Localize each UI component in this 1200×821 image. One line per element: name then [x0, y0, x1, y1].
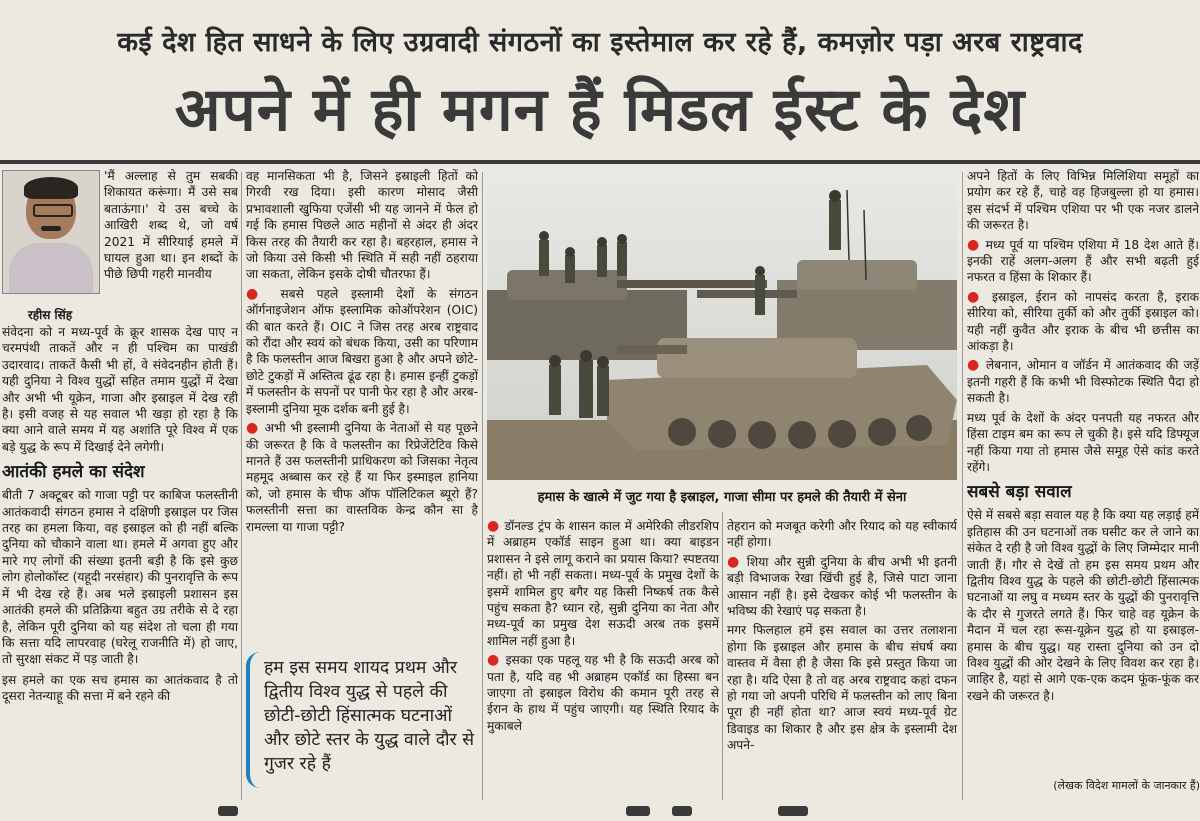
cut-off-next-headline	[0, 800, 1200, 821]
bullet-icon: ●	[487, 652, 506, 669]
col2	[246, 168, 478, 648]
col3	[487, 518, 719, 800]
author-photo	[2, 170, 100, 294]
column-divider	[482, 172, 483, 800]
col5	[967, 168, 1199, 776]
author-note: (लेखक विदेश मामलों के जानकार हैं)	[1053, 779, 1200, 792]
col1-para1: संवेदना को न मध्य-पूर्व के क्रूर शासक देख पाए न चरमपंथी ताकतें और न ही पश्चिम का पाखंडी उदारवाद। ताकतें कैसी भी हों, वे संवेदनहीन होती हैं। यही दुनिया ने विश्व युद्धों सहित तमाम युद्धों में देखा और अभी भी यूक्रेन, गाजा और इस्राइल में देख रही है। इसी वजह से यह सवाल भी खड़ा हो रहा है कि क्या आने वाले समय में यह अशांति पूरे विश्व में एक बड़े युद्ध के रूप में दिखाई देने लगेगी।	[2, 325, 238, 454]
pull-quote: हम इस समय शायद प्रथम और द्वितीय विश्व युद्ध से पहले की छोटी-छोटी हिंसात्मक घटनाओं और छोटे स्तर के युद्ध वाले दौर से गुजर रहे हैं	[246, 652, 478, 788]
col1-intro	[104, 168, 238, 320]
author-name: रहीस सिंह	[27, 308, 73, 322]
col5-bullet1: मध्य पूर्व या पश्चिम एशिया में 18 देश आते हैं। इनकी राहें अलग-अलग हैं और सभी बढ़ती हुई नफरत व हिंसा के शिकार हैं।	[967, 237, 1199, 285]
col4	[727, 518, 957, 800]
bullet-icon: ●	[246, 285, 281, 302]
col4-bullet1: शिया और सुन्नी दुनिया के बीच अभी भी इतनी बड़ी विभाजक रेखा खिंची हुई है, जिसे पाटा जाना आसान नहीं है। इसे देखकर कोई भी फलस्तीन के भविष्य की रेखाएं पढ़ सकता है।	[727, 554, 957, 619]
col5-subhead: सबसे बड़ा सवाल	[967, 482, 1072, 503]
column-divider	[722, 512, 723, 800]
col1-para3: इस हमले का एक सच हमास का आतंकवाद है तो दूसरा नेतन्याहू की सत्ता में बने रहने की	[2, 672, 238, 704]
col5-bullet2: इस्राइल, ईरान को नापसंद करता है, इराक सीरिया को, सीरिया तुर्की को और तुर्की इस्राइल को। यही नहीं कुवैत और इराक के बीच भी छत्तीस का आंकड़ा है।	[967, 289, 1199, 354]
photo-caption: हमास के खात्मे में जुट गया है इस्राइल, गाजा सीमा पर हमले की तैयारी में सेना	[537, 490, 907, 505]
bullet-icon: ●	[487, 518, 505, 534]
col4-para2: मगर फिलहाल हमें इस सवाल का उत्तर तलाशना होगा कि इस्राइल और हमास के बीच संघर्ष क्या वास्तव में वैसा ही है जैसा कि इसे प्रस्तुत किया जा रहा है। यदि ऐसा है तो वह अरब राष्ट्रवाद कहां दफन हो गया जो अपनी परिधि में फलस्तीन को लाए बिना पूरा ही नहीं होता था? आज स्वयं मध्य-पूर्व ग्रेट डिवाइड का शिकार है और इस क्षेत्र के इस्लामी देश अपने-	[727, 623, 957, 753]
col5-para3: ऐसे में सबसे बड़ा सवाल यह है कि क्या यह लड़ाई हमें इतिहास की उन घटनाओं तक घसीट कर ले जाने का संकेत दे रही है जो विश्व युद्धों के लिए जिम्मेदार मानी जाती हैं। गौर से देखें तो हम इस समय प्रथम और द्वितीय विश्व युद्ध के पहले की छोटी-छोटी हिंसात्मक घटनाओं या लघु व मध्यम स्तर के युद्धों की पुनरावृत्ति के दौर से गुजरते लगते हैं। फिर चाहे वह यूक्रेन के मैदान में चल रहा रूस-यूक्रेन युद्ध हो या इस्राइल-हमास के बीच युद्ध। यह रास्ता दुनिया को उन दो विश्व युद्धों की ओर देखने के लिए विवश कर रहा है। जाहिर है, यहां से आगे एक-एक कदम फूंक-फूंक कर रखने की जरूरत है।	[967, 508, 1199, 703]
col2-bullet2: अभी भी इस्लामी दुनिया के नेताओं से यह पूछने की जरूरत है कि वे फलस्तीन का रिप्रेजेंटेटिव किसे मानते हैं उस फलस्तीनी प्राधिकरण को जिसका नेतृत्व महमूद अब्बास कर रहे हैं या फिर इस्माइल हानिया को, जो हमास के चीफ ऑफ पॉलिटिकल ब्यूरो हैं? फलस्तीनी सत्ता का वास्तविक केन्द्र कौन सा है रामल्ला या गाजा पट्टी?	[246, 421, 478, 534]
tank-photo	[487, 170, 957, 480]
col3-bullet1: डॉनल्ड ट्रंप के शासन काल में अमेरिकी लीडरशिप में अब्राहम एकॉर्ड साइन हुआ था। क्या बाइडन प्रशासन ने इसे लागू कराने का प्रयास किया? स्पष्टतया नहीं। हो भी नहीं सकता। मध्य-पूर्व के प्रमुख देशों के इसमें शामिल हुए बगैर यह किसी निष्कर्ष तक कैसे पहुंच सकता है? ध्यान रहे, सुन्नी दुनिया का नेता और मध्य-पूर्व का प्रमुख देश सऊदी अरब तक इसमें शामिल नहीं हुआ है।	[487, 519, 719, 648]
bullet-icon: ●	[967, 236, 986, 253]
column-divider	[241, 172, 242, 800]
col2-para1: वह मानसिकता भी है, जिसने इस्राइली हितों को गिरवी रख दिया। इसी कारण मोसाद जैसी प्रभावशाली खुफिया एजेंसी भी यह जानने में फेल हो गई कि हमास पिछले आठ महीनों से अंदर ही अंदर किस तरह की तैयारी कर रहा है। बहरहाल, हमास ने जो किया उसे किसी भी स्थिति में सही नहीं ठहराया जा सकता, लेकिन इसके दोषी चौतरफा हैं।	[246, 169, 478, 282]
col5-bullet3: लेबनान, ओमान व जॉर्डन में आतंकवाद की जड़ें इतनी गहरी हैं कि कभी भी विस्फोटक स्थिति पैदा हो सकती है।	[967, 358, 1199, 406]
col5-para2: मध्य पूर्व के देशों के अंदर पनपती यह नफरत और हिंसा टाइम बम का रूप ले चुकी है। इसे यदि डिफ्यूज नहीं किया गया तो हमास जैसे समूह ऐसे कांड करते रहेंगे।	[967, 410, 1199, 474]
kicker: कई देश हित साधने के लिए उग्रवादी संगठनों का इस्तेमाल कर रहे हैं, कमज़ोर पड़ा अरब राष्ट्रवाद	[117, 27, 1083, 58]
col1-para2: बीती 7 अक्टूबर को गाजा पट्टी पर काबिज फलस्तीनी आतंकवादी संगठन हमास ने दक्षिणी इस्राइल पर जिस तरह का हमला किया, वह इस्राइल को ही नहीं बल्कि दुनिया को चौकाने वाला था। हमले में अगवा हुए और मारे गए लोगों की संख्या इतनी बड़ी है कि इसे कुछ लोग होलोकॉस्ट (यहूदी नरसंहार) की पुनरावृत्ति के रूप में भी देख रहे हैं। अब भले इस्राइली प्रशासन इस आतंकी हमले की प्रतिक्रिया बहुत उग्र तरीके से दे रहा है, लेकिन पूरी दुनिया को यह संदेश तो चला ही गया कि सत्ता यदि लापरवाह (घरेलू राजनीति में) हो जाए, तो सुरक्षा संकट में पड़ जाती है।	[2, 488, 238, 667]
headline-rule	[0, 160, 1200, 164]
col5-para1: अपने हितों के लिए विभिन्न मिलिशिया समूहों का प्रयोग कर रहे हैं, चाहे वह हिजबुल्ला हो या हमास। इस संदर्भ में पश्चिम एशिया पर भी एक नजर डालने की जरूरत है।	[967, 169, 1199, 233]
headline: अपने में ही मगन हैं मिडल ईस्ट के देश	[174, 75, 1026, 145]
col2-bullet1: सबसे पहले इस्लामी देशों के संगठन ऑर्गनाइजेशन ऑफ इस्लामिक कोऑपरेशन (OIC) की बात करते हैं। OIC ने जिस तरह अरब राष्ट्रवाद को रौंदा और स्वयं को बंधक किया, उसी का परिणाम है कि फलस्तीन आज बिखरा हुआ है और अपने छोटे-छोटे टुकड़ों में अस्तित्व ढूंढ रहा है। हमास इन्हीं टुकड़ों में फलस्तीन के सपनों पर पानी फेर रहा है और अरब-इस्लामी दुनिया मूक दर्शक बनी हुई है।	[246, 286, 478, 416]
col1-subhead: आतंकी हमले का संदेश	[2, 462, 145, 483]
bullet-icon: ●	[727, 553, 747, 570]
col4-para1: तेहरान को मजबूत करेगी और रियाद को यह स्वीकार्य नहीं होगा।	[727, 519, 957, 550]
col1-body	[2, 324, 238, 800]
bullet-icon: ●	[967, 288, 992, 305]
bullet-icon: ●	[246, 420, 265, 437]
bullet-icon: ●	[967, 357, 986, 374]
column-divider	[962, 172, 963, 800]
col1-intro-text: 'मैं अल्लाह से तुम सबकी शिकायत करूंगा। मैं उसे सब बताऊंगा।' ये उस बच्चे के आखिरी शब्द थे, जो वर्ष 2021 में सीरियाई हमले में घायल हुआ था। इन शब्दों के पीछे छिपी गहरी मानवीय	[104, 169, 238, 282]
col3-bullet2: इसका एक पहलू यह भी है कि सऊदी अरब को पता है, यदि वह भी अब्राहम एकॉर्ड का हिस्सा बन जाएगा तो इस्राइल विरोध की कमान पूरी तरह से ईरान के हाथ में पहुंच जाएगी। यह स्थिति रियाद के मुकाबले	[487, 653, 719, 733]
